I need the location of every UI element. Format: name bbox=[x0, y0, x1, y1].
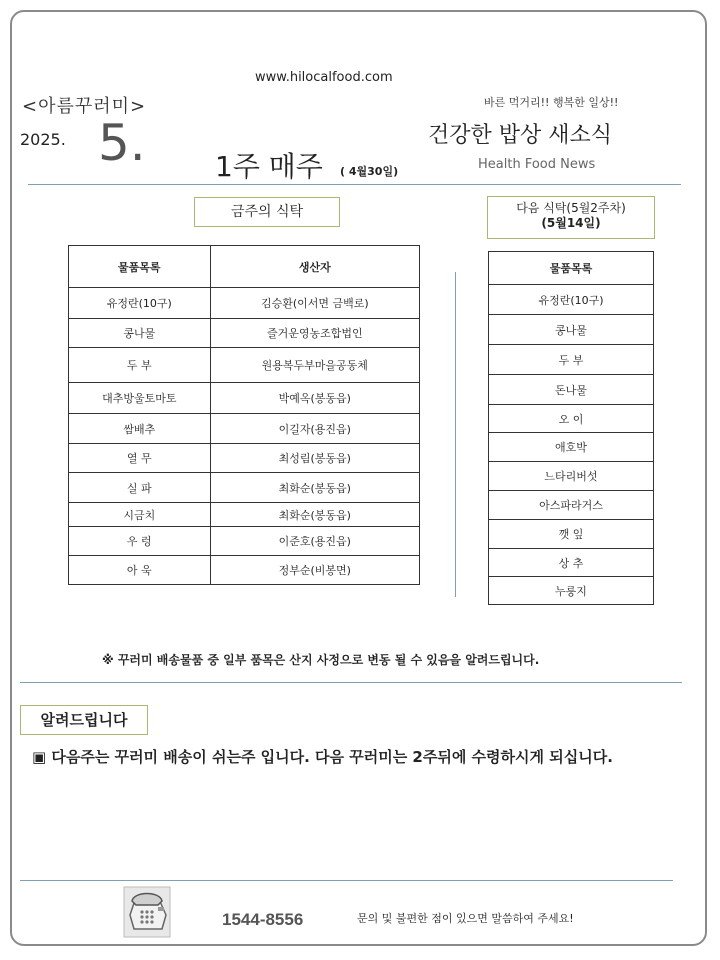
table-row bbox=[489, 405, 654, 433]
footer-divider bbox=[20, 880, 673, 881]
item-cell: 돈나물 bbox=[489, 375, 654, 405]
table-row bbox=[489, 462, 654, 491]
table-row bbox=[489, 375, 654, 405]
producer-cell: 최화순(봉동읍) bbox=[210, 503, 419, 527]
header-divider bbox=[28, 184, 681, 185]
item-cell: 느타리버섯 bbox=[489, 462, 654, 491]
producer-cell: 정부순(비봉면) bbox=[210, 556, 419, 585]
column-header-items: 물품목록 bbox=[69, 246, 211, 288]
column-header-producer: 생산자 bbox=[210, 246, 419, 288]
item-cell: 콩나물 bbox=[489, 315, 654, 345]
item-cell: 대추방울토마토 bbox=[69, 383, 211, 414]
table-row bbox=[69, 527, 420, 556]
notice-divider bbox=[20, 682, 682, 683]
item-cell: 쌈배추 bbox=[69, 414, 211, 444]
item-cell: 유정란(10구) bbox=[69, 288, 211, 319]
item-cell: 유정란(10구) bbox=[489, 285, 654, 315]
item-cell: 상 추 bbox=[489, 549, 654, 577]
column-divider bbox=[455, 272, 456, 597]
producer-cell: 즐거운영농조합법인 bbox=[210, 319, 419, 348]
week-title: 1주 매주 bbox=[215, 150, 323, 183]
contact-text: 문의 및 불편한 점이 있으면 말씀하여 주세요! bbox=[357, 912, 574, 925]
item-cell: 오 이 bbox=[489, 405, 654, 433]
slogan: 바른 먹거리!! 행복한 일상!! bbox=[484, 96, 619, 109]
item-cell: 두 부 bbox=[489, 345, 654, 375]
producer-cell: 원용복두부마을공동체 bbox=[210, 348, 419, 383]
table-row bbox=[69, 414, 420, 444]
brand-name: <아름꾸러미> bbox=[22, 96, 147, 117]
table-row bbox=[489, 285, 654, 315]
table-row bbox=[489, 433, 654, 462]
table-row bbox=[489, 491, 654, 520]
table-row bbox=[489, 345, 654, 375]
item-cell: 우 렁 bbox=[69, 527, 211, 556]
phone-number: 1544-8556 bbox=[222, 910, 304, 929]
this-week-table bbox=[68, 245, 420, 585]
week-date: ( 4월30일) bbox=[340, 165, 399, 178]
next-week-label-line2: (5월14일) bbox=[541, 216, 601, 230]
item-cell: 시금치 bbox=[69, 503, 211, 527]
table-row bbox=[69, 444, 420, 473]
item-cell: 아스파라거스 bbox=[489, 491, 654, 520]
table-row bbox=[69, 473, 420, 503]
disclaimer-text: ※ 꾸러미 배송물품 중 일부 품목은 산지 사정으로 변동 될 수 있음을 알려드립니다. bbox=[102, 653, 540, 667]
table-row bbox=[69, 319, 420, 348]
website-url: www.hilocalfood.com bbox=[255, 70, 393, 85]
next-week-table bbox=[488, 251, 654, 605]
item-cell: 깻 잎 bbox=[489, 520, 654, 549]
issue-year: 2025. bbox=[20, 130, 66, 149]
table-row bbox=[489, 520, 654, 549]
item-cell: 두 부 bbox=[69, 348, 211, 383]
producer-cell: 이준호(용진읍) bbox=[210, 527, 419, 556]
this-week-label: 금주의 식탁 bbox=[194, 197, 340, 227]
column-header-items: 물품목록 bbox=[489, 252, 654, 285]
table-row bbox=[489, 549, 654, 577]
producer-cell: 박예옥(봉동읍) bbox=[210, 383, 419, 414]
notice-title: 알려드립니다 bbox=[20, 705, 148, 735]
table-row bbox=[489, 577, 654, 605]
table-row bbox=[69, 503, 420, 527]
telephone-icon bbox=[122, 885, 172, 939]
table-row bbox=[489, 315, 654, 345]
item-cell: 콩나물 bbox=[69, 319, 211, 348]
item-cell: 실 파 bbox=[69, 473, 211, 503]
table-row bbox=[69, 348, 420, 383]
notice-message: ▣ 다음주는 꾸러미 배송이 쉬는주 입니다. 다음 꾸러미는 2주뒤에 수령하시게 되십니다. bbox=[32, 748, 613, 766]
next-week-label-line1: 다음 식탁(5월2주차) bbox=[516, 201, 626, 215]
newsletter-title: 건강한 밥상 새소식 bbox=[428, 123, 613, 148]
item-cell: 애호박 bbox=[489, 433, 654, 462]
newsletter-subtitle: Health Food News bbox=[478, 157, 596, 172]
item-cell: 누룽지 bbox=[489, 577, 654, 605]
item-cell: 아 욱 bbox=[69, 556, 211, 585]
table-row bbox=[69, 288, 420, 319]
issue-month: 5. bbox=[98, 114, 146, 172]
table-row bbox=[69, 383, 420, 414]
producer-cell: 이길자(용진읍) bbox=[210, 414, 419, 444]
table-row bbox=[69, 556, 420, 585]
item-cell: 열 무 bbox=[69, 444, 211, 473]
producer-cell: 최성림(봉동읍) bbox=[210, 444, 419, 473]
producer-cell: 최화순(봉동읍) bbox=[210, 473, 419, 503]
next-week-label bbox=[487, 196, 655, 239]
producer-cell: 김승환(이서면 금백로) bbox=[210, 288, 419, 319]
